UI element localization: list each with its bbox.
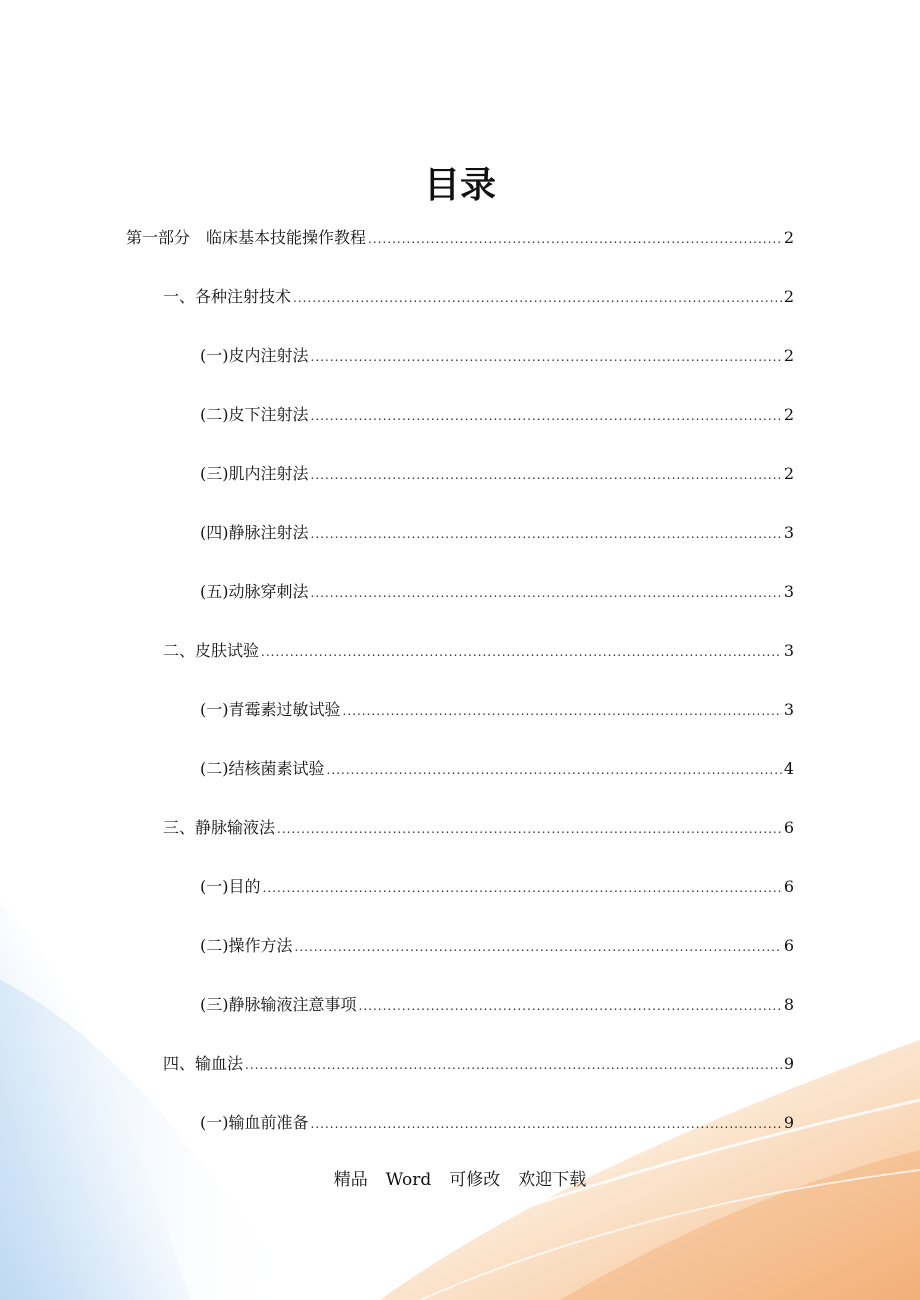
toc-entry-label: 四、输血法 <box>163 1054 244 1073</box>
toc-entry-page-number: 6 <box>783 936 794 955</box>
toc-entry-page-number: 2 <box>783 464 794 483</box>
toc-entry-page-number: 3 <box>783 641 794 660</box>
toc-leader-dots <box>261 640 782 664</box>
toc-entry[interactable] <box>163 816 794 840</box>
toc-entry[interactable] <box>200 875 794 899</box>
toc-entry[interactable] <box>200 462 794 486</box>
toc-entry[interactable] <box>126 226 794 250</box>
toc-entry[interactable] <box>200 757 794 781</box>
toc-entry-label: (三)静脉输液注意事项 <box>200 995 357 1014</box>
toc-entry-page-number: 6 <box>783 877 794 896</box>
toc-entry-page-number: 9 <box>783 1054 794 1073</box>
toc-entry-label: (二)结核菌素试验 <box>200 759 325 778</box>
toc-leader-dots <box>343 699 782 723</box>
toc-entry-page-number: 9 <box>783 1113 794 1132</box>
toc-entry-label: (一)皮内注射法 <box>200 346 309 365</box>
toc-entry-label: 二、皮肤试验 <box>163 641 260 660</box>
toc-entry[interactable] <box>200 344 794 368</box>
toc-leader-dots <box>311 522 782 546</box>
toc-entry-page-number: 3 <box>783 582 794 601</box>
toc-leader-dots <box>368 227 782 251</box>
toc-entry-page-number: 2 <box>783 405 794 424</box>
toc-leader-dots <box>311 463 782 487</box>
toc-entry-page-number: 4 <box>783 759 794 778</box>
footer-text-1: 精品 <box>333 1170 368 1190</box>
toc-leader-dots <box>263 876 782 900</box>
page-title: 目录 <box>423 165 496 206</box>
toc-leader-dots <box>245 1053 782 1077</box>
toc-leader-dots <box>277 817 782 841</box>
toc-entry[interactable] <box>200 934 794 958</box>
toc-entry-label: (一)目的 <box>200 877 261 896</box>
toc-leader-dots <box>311 404 782 428</box>
toc-entry-page-number: 3 <box>783 700 794 719</box>
toc-leader-dots <box>327 758 782 782</box>
toc-entry-page-number: 2 <box>783 346 794 365</box>
toc-entry-label: (二)操作方法 <box>200 936 293 955</box>
toc-entry-page-number: 2 <box>783 228 794 247</box>
toc-entry-label: (四)静脉注射法 <box>200 523 309 542</box>
toc-entry[interactable] <box>200 698 794 722</box>
footer-text-2: Word <box>385 1170 432 1190</box>
toc-entry-page-number: 8 <box>783 995 794 1014</box>
footer-text-4: 欢迎下载 <box>518 1170 587 1190</box>
toc-entry[interactable] <box>163 285 794 309</box>
toc-entry-label: (五)动脉穿刺法 <box>200 582 309 601</box>
toc-leader-dots <box>293 286 782 310</box>
toc-entry-label: (一)输血前准备 <box>200 1113 309 1132</box>
toc-entry[interactable] <box>163 1052 794 1076</box>
toc-leader-dots <box>311 345 782 369</box>
toc-entry-page-number: 2 <box>783 287 794 306</box>
toc-entry-label: (二)皮下注射法 <box>200 405 309 424</box>
toc-entry[interactable] <box>200 521 794 545</box>
toc-entry-label: (一)青霉素过敏试验 <box>200 700 341 719</box>
toc-leader-dots <box>311 581 782 605</box>
toc-leader-dots <box>295 935 782 959</box>
toc-entry-label: 三、静脉输液法 <box>163 818 276 837</box>
toc-entry-label: (三)肌内注射法 <box>200 464 309 483</box>
toc-entry[interactable] <box>200 993 794 1017</box>
toc-entry[interactable] <box>200 1111 794 1135</box>
toc-entry[interactable] <box>200 403 794 427</box>
toc-entry[interactable] <box>200 580 794 604</box>
blue-wave-shape-2 <box>0 980 300 1300</box>
toc-leader-dots <box>359 994 782 1018</box>
toc-entry-label: 一、各种注射技术 <box>163 287 292 306</box>
page-footer <box>0 1167 920 1193</box>
toc-entry-label: 第一部分 临床基本技能操作教程 <box>126 228 367 247</box>
footer-text-3: 可修改 <box>449 1170 501 1190</box>
toc-leader-dots <box>311 1112 782 1136</box>
toc-entry[interactable] <box>163 639 794 663</box>
toc-entry-page-number: 6 <box>783 818 794 837</box>
toc-entry-page-number: 3 <box>783 523 794 542</box>
